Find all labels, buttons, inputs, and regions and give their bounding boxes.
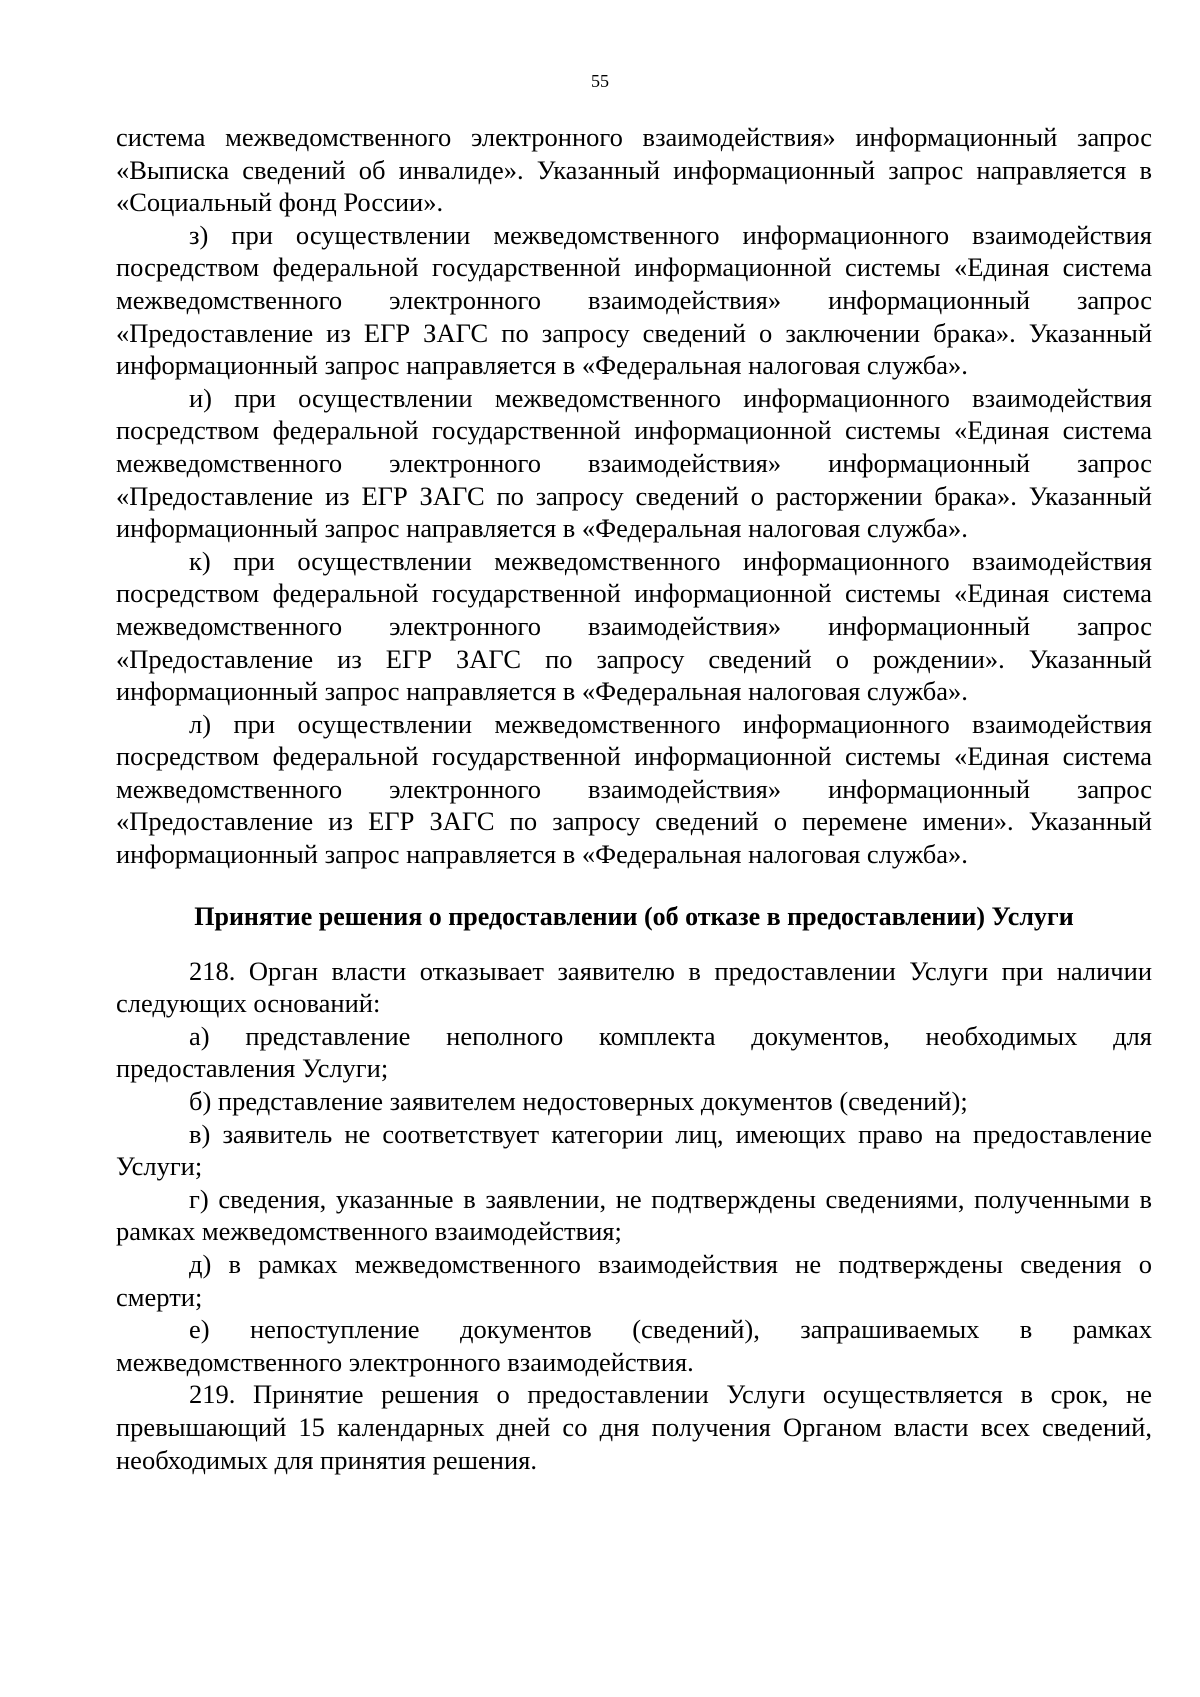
- paragraph-item-g: г) сведения, указанные в заявлении, не подтверждены сведениями, полученными в рамках межведомственного взаимодействия;: [116, 1183, 1152, 1247]
- paragraph-item-l: л) при осуществлении межведомственного информационного взаимодействия посредством федеральной государственной информационной системы «Единая система межведомственного электронного взаимодействия» информационный запрос «Предоставление из ЕГР ЗАГС по запросу сведений о перемене имени». Указанный информационный запрос направляется в «Федеральная налоговая служба».: [116, 708, 1152, 870]
- paragraph-item-i: и) при осуществлении межведомственного информационного взаимодействия посредством федеральной государственной информационной системы «Единая система межведомственного электронного взаимодействия» информационный запрос «Предоставление из ЕГР ЗАГС по запросу сведений о расторжении брака». Указанный информационный запрос направляется в «Федеральная налоговая служба».: [116, 382, 1152, 544]
- paragraph-item-v: в) заявитель не соответствует категории лиц, имеющих право на предоставление Услуги;: [116, 1118, 1152, 1182]
- document-body: [116, 121, 1152, 1476]
- paragraph-219: 219. Принятие решения о предоставлении Услуги осуществляется в срок, не превышающий 15 календарных дней со дня получения Органом власти всех сведений, необходимых для принятия решения.: [116, 1379, 1152, 1475]
- paragraph-item-b: б) представление заявителем недостоверных документов (сведений);: [189, 1086, 968, 1117]
- paragraph-item-d: д) в рамках межведомственного взаимодействия не подтверждены сведения о смерти;: [116, 1249, 1152, 1312]
- paragraph-continuation: система межведомственного электронного взаимодействия» информационный запрос «Выписка сведений об инвалиде». Указанный информационный запрос направляется в «Социальный фонд России».: [116, 122, 1152, 218]
- paragraph-item-a: а) представление неполного комплекта документов, необходимых для предоставления Услуги;: [116, 1020, 1152, 1084]
- section-heading: Принятие решения о предоставлении (об отказе в предоставлении) Услуги: [194, 901, 1074, 931]
- paragraph-item-z: з) при осуществлении межведомственного информационного взаимодействия посредством федеральной государственной информационной системы «Единая система межведомственного электронного взаимодействия» информационный запрос «Предоставление из ЕГР ЗАГС по запросу сведений о заключении брака». Указанный информационный запрос направляется в «Федеральная налоговая служба».: [116, 219, 1152, 381]
- paragraph-item-k: к) при осуществлении межведомственного информационного взаимодействия посредством федеральной государственной информационной системы «Единая система межведомственного электронного взаимодействия» информационный запрос «Предоставление из ЕГР ЗАГС по запросу сведений о рождении». Указанный информационный запрос направляется в «Федеральная налоговая служба».: [116, 545, 1152, 707]
- paragraph-item-e: е) непоступление документов (сведений), запрашиваемых в рамках межведомственного электронного взаимодействия.: [116, 1314, 1152, 1377]
- paragraph-218: 218. Орган власти отказывает заявителю в предоставлении Услуги при наличии следующих оснований:: [116, 955, 1152, 1019]
- page-number: 55: [591, 71, 609, 91]
